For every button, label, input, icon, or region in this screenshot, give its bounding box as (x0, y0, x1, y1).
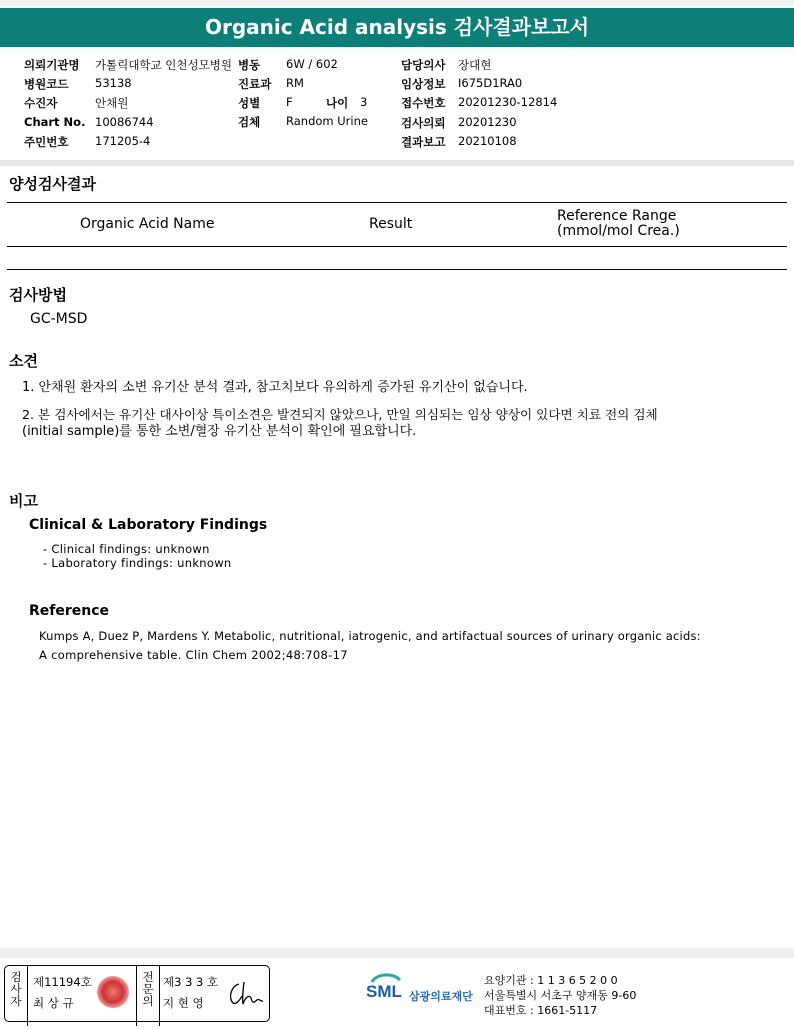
examiner-name: 최 상 규 (33, 996, 74, 1010)
hospital-code-label: 병원코드 (24, 77, 69, 91)
doctor-label: 담당의사 (401, 58, 446, 72)
finding-laboratory: - Laboratory findings: unknown (43, 556, 232, 570)
receipt-label: 접수번호 (401, 96, 446, 110)
specimen-value: Random Urine (286, 114, 368, 128)
table-header-rule (7, 246, 787, 247)
opinion-line-2b: (initial sample)를 통한 소변/혈장 유기산 분석이 확인에 필요합니다. (22, 424, 417, 439)
reference-title: Reference (29, 603, 110, 619)
care-institution-code: 요양기관 : 1 1 3 6 5 2 0 0 (484, 974, 618, 987)
signature-icon (225, 978, 265, 1010)
dept-label: 진료과 (238, 77, 272, 91)
clinical-value: I675D1RA0 (458, 76, 523, 90)
opinion-heading: 소견 (9, 352, 38, 370)
specimen-label: 검체 (238, 115, 261, 129)
institution-value: 가톨릭대학교 인천성모병원 (95, 58, 232, 72)
report-title: Organic Acid analysis 검사결과보고서 (0, 8, 794, 47)
rrn-label: 주민번호 (24, 135, 69, 149)
dept-value: RM (286, 76, 304, 90)
top-border (0, 0, 794, 6)
signature-box (4, 965, 270, 1022)
patient-label: 수진자 (24, 96, 58, 110)
opinion-line-1: 1. 안채원 환자의 소변 유기산 분석 결과, 참고치보다 유의하게 증가된 유기산이 없습니다. (22, 380, 528, 395)
sex-label: 성별 (238, 96, 261, 110)
chart-no-value: 10086744 (95, 115, 154, 129)
doctor-value: 장대현 (458, 58, 492, 72)
finding-clinical: - Clinical findings: unknown (43, 542, 210, 556)
report-date-label: 결과보고 (401, 135, 446, 149)
table-bottom-rule (7, 269, 787, 270)
specialist-label (136, 966, 160, 1026)
examiner-label-text: 검사자 (10, 970, 22, 1008)
institution-label: 의뢰기관명 (24, 58, 80, 72)
examiner-license: 제11194호 (33, 975, 92, 989)
patient-value: 안채원 (95, 96, 129, 110)
specialist-license: 제3 3 3 호 (163, 975, 219, 989)
footer-divider (0, 948, 794, 958)
phone: 대표번호 : 1661-5117 (484, 1004, 598, 1017)
sex-value: F (286, 95, 293, 109)
report-date-value: 20210108 (458, 134, 517, 148)
col-result: Result (369, 216, 413, 232)
foundation-name: 삼광의료재단 (409, 990, 473, 1003)
section-divider (0, 160, 794, 166)
positive-results-heading: 양성검사결과 (9, 175, 96, 193)
col-reference-range-line1: Reference Range (557, 208, 677, 224)
opinion-line-2a: 2. 본 검사에서는 유기산 대사이상 특이소견은 발견되지 않았으나, 만일 의심되는 임상 양상이 있다면 치료 전의 검체 (22, 407, 658, 422)
age-label: 나이 (326, 96, 349, 110)
chart-no-label: Chart No. (24, 115, 86, 129)
reference-line-2: A comprehensive table. Clin Chem 2002;48:708-17 (39, 648, 348, 662)
col-reference-range (557, 209, 680, 239)
col-organic-acid-name: Organic Acid Name (80, 216, 215, 232)
rrn-value: 171205-4 (95, 134, 151, 148)
remarks-heading: 비고 (9, 492, 38, 510)
method-heading: 검사방법 (9, 286, 67, 304)
logo-text: SML (366, 982, 402, 1001)
address: 서울특별시 서초구 양재동 9-60 (484, 989, 637, 1002)
ward-value: 6W / 602 (286, 57, 338, 71)
examiner-seal-icon (97, 976, 129, 1008)
specialist-label-text: 전문의 (142, 970, 154, 1008)
clinical-label: 임상정보 (401, 77, 446, 91)
method-value: GC-MSD (30, 311, 88, 327)
specialist-name: 지 현 영 (163, 996, 204, 1010)
hospital-code-value: 53138 (95, 76, 132, 90)
receipt-value: 20201230-12814 (458, 95, 558, 109)
request-date-label: 검사의뢰 (401, 116, 446, 130)
age-value: 3 (360, 95, 368, 109)
findings-title: Clinical & Laboratory Findings (29, 517, 268, 533)
request-date-value: 20201230 (458, 115, 517, 129)
col-reference-range-line2: (mmol/mol Crea.) (557, 223, 680, 239)
ward-label: 병동 (238, 58, 261, 72)
patient-info-block (0, 53, 794, 159)
reference-line-1: Kumps A, Duez P, Mardens Y. Metabolic, nutritional, iatrogenic, and artifactual sources of urinary organic acids: (39, 629, 701, 643)
examiner-label (5, 966, 28, 1026)
table-top-rule (7, 202, 787, 203)
